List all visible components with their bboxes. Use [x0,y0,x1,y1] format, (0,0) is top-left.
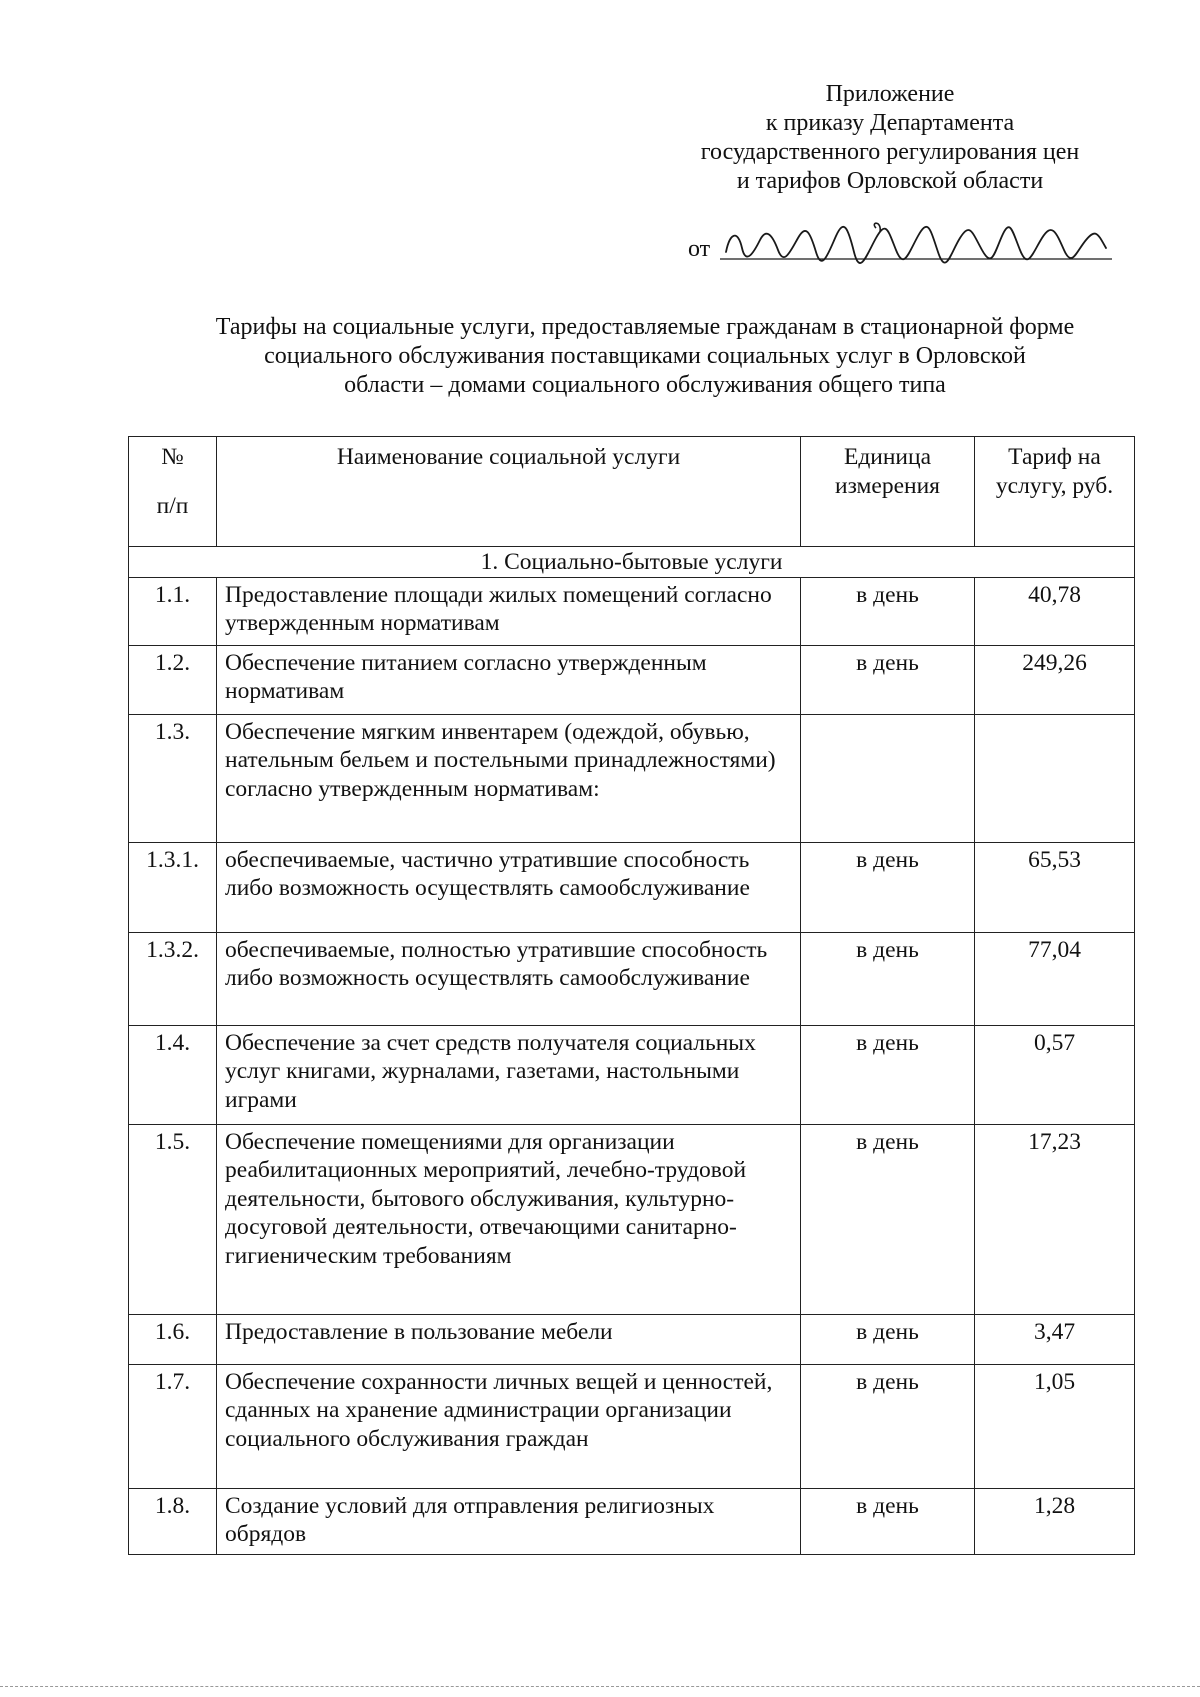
row-num: 1.3. [129,714,217,842]
table-row [129,932,1135,1025]
table-row [129,1314,1135,1364]
table-row [129,1364,1135,1488]
table-header-row [129,437,1135,547]
row-tariff: 249,26 [975,645,1135,714]
row-num: 1.6. [129,1314,217,1364]
row-tariff: 17,23 [975,1124,1135,1314]
row-num: 1.3.2. [129,932,217,1025]
row-name: Обеспечение мягким инвентарем (одеждой, обувью, нательным бельем и постельными принадлежностями) согласно утвержденным нормативам: [217,714,801,842]
header-num [129,437,217,547]
row-unit [801,714,975,842]
scan-edge-rule [0,1686,1200,1687]
row-num: 1.2. [129,645,217,714]
table-row [129,842,1135,932]
table-row [129,1124,1135,1314]
header-tariff: Тариф на услугу, руб. [975,437,1135,547]
row-tariff: 1,28 [975,1488,1135,1554]
table-row [129,1025,1135,1124]
date-prefix: от [688,236,711,262]
row-name: обеспечиваемые, частично утратившие способность либо возможность осуществлять самообслуживание [217,842,801,932]
appendix-line: Приложение [825,81,955,107]
row-tariff: 65,53 [975,842,1135,932]
order-date-line [688,222,1112,264]
table-row [129,577,1135,645]
row-tariff: 40,78 [975,577,1135,645]
row-num: 1.1. [129,577,217,645]
row-name: Создание условий для отправления религиозных обрядов [217,1488,801,1554]
appendix-line: государственного регулирования цен [700,139,1080,165]
title-line: социального обслуживания поставщиками социальных услуг в Орловской [264,343,1026,369]
row-unit: в день [801,1488,975,1554]
title-line: Тарифы на социальные услуги, предоставляемые гражданам в стационарной форме [215,314,1075,340]
header-num-label: п/п [156,492,189,519]
row-tariff: 77,04 [975,932,1135,1025]
row-name: Обеспечение за счет средств получателя социальных услуг книгами, журналами, газетами, настольными играми [217,1025,801,1124]
tariff-table [128,436,1135,1555]
row-tariff: 1,05 [975,1364,1135,1488]
handwritten-date-signature [720,222,1112,264]
header-num-sign: № [161,444,184,470]
table-row [129,714,1135,842]
row-num: 1.4. [129,1025,217,1124]
document-title [150,313,1140,400]
row-num: 1.7. [129,1364,217,1488]
appendix-line: и тарифов Орловской области [736,168,1044,194]
row-name: обеспечиваемые, полностью утратившие способность либо возможность осуществлять самообслуживание [217,932,801,1025]
row-name: Обеспечение питанием согласно утвержденным нормативам [217,645,801,714]
section-row [129,547,1135,578]
appendix-line: к приказу Департамента [765,110,1015,136]
row-tariff: 3,47 [975,1314,1135,1364]
row-tariff: 0,57 [975,1025,1135,1124]
table-row [129,645,1135,714]
row-unit: в день [801,1025,975,1124]
appendix-header [600,80,1180,196]
table-row [129,1488,1135,1554]
row-name: Предоставление площади жилых помещений согласно утвержденным нормативам [217,577,801,645]
title-line: области – домами социального обслуживания общего типа [344,372,946,398]
row-unit: в день [801,577,975,645]
row-unit: в день [801,842,975,932]
row-tariff [975,714,1135,842]
row-unit: в день [801,1124,975,1314]
section-title: 1. Социально-бытовые услуги [129,547,1135,578]
row-name: Предоставление в пользование мебели [217,1314,801,1364]
row-name: Обеспечение сохранности личных вещей и ценностей, сданных на хранение администрации организации социального обслуживания граждан [217,1364,801,1488]
header-unit: Единица измерения [801,437,975,547]
row-unit: в день [801,932,975,1025]
row-num: 1.3.1. [129,842,217,932]
row-name: Обеспечение помещениями для организации реабилитационных мероприятий, лечебно-трудовой деятельности, бытового обслуживания, культурно-досуговой деятельности, отвечающими санитарно-гигиеническим требованиям [217,1124,801,1314]
row-unit: в день [801,645,975,714]
header-name: Наименование социальной услуги [217,437,801,547]
row-num: 1.5. [129,1124,217,1314]
row-unit: в день [801,1364,975,1488]
row-unit: в день [801,1314,975,1364]
row-num: 1.8. [129,1488,217,1554]
